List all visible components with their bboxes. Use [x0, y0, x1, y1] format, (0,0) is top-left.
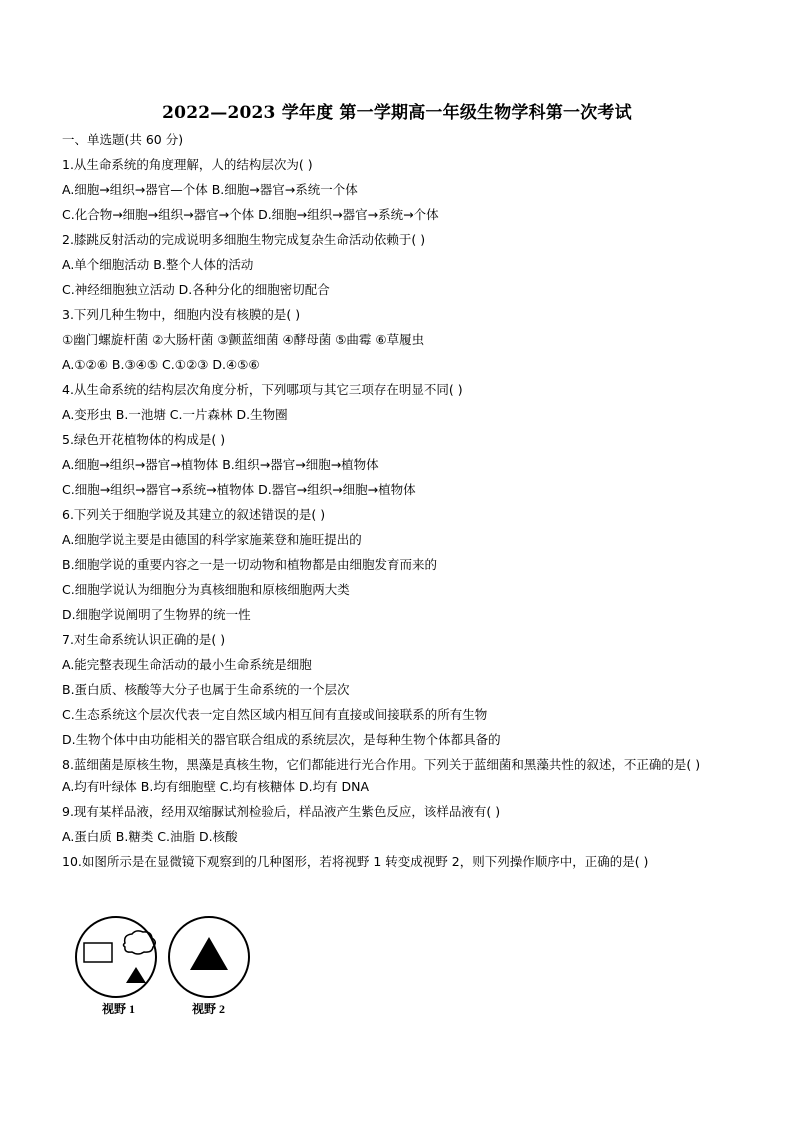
question-line: A.细胞学说主要是由德国的科学家施莱登和施旺提出的	[62, 532, 362, 547]
exam-title: 2022—2023 学年度 第一学期高一年级生物学科第一次考试	[162, 103, 632, 123]
question-line: 4.从生命系统的结构层次角度分析，下列哪项与其它三项存在明显不同( )	[62, 382, 463, 397]
question-line: C.细胞学说认为细胞分为真核细胞和原核细胞两大类	[62, 582, 350, 597]
question-line: A.细胞→组织→器官—个体 B.细胞→器官→系统一个体	[62, 182, 358, 197]
field-1-circle	[76, 917, 156, 997]
question-line: A.细胞→组织→器官→植物体 B.组织→器官→细胞→植物体	[62, 457, 379, 472]
section-heading: 一、单选题(共 60 分)	[62, 132, 184, 147]
field-1-rectangle	[84, 943, 112, 962]
question-line: A.蛋白质 B.糖类 C.油脂 D.核酸	[62, 829, 238, 844]
question-line: 7.对生命系统认识正确的是( )	[62, 632, 226, 647]
question-list	[62, 131, 742, 878]
question-line: D.生物个体中由功能相关的器官联合组成的系统层次，是每种生物个体都具备的	[62, 732, 501, 747]
question-line: B.蛋白质、核酸等大分子也属于生命系统的一个层次	[62, 682, 350, 697]
question-line: D.细胞学说阐明了生物界的统一性	[62, 607, 251, 622]
field-2-large-triangle	[190, 937, 228, 970]
question-line: C.生态系统这个层次代表一定自然区域内相互间有直接或间接联系的所有生物	[62, 707, 488, 722]
field-1-small-triangle	[126, 967, 146, 983]
field-of-view-1	[76, 917, 156, 997]
question-line: 10.如图所示是在显微镜下观察到的几种图形，若将视野 1 转变成视野 2，则下列操作顺序中，正确的是( )	[62, 854, 649, 869]
question-line: C.神经细胞独立活动 D.各种分化的细胞密切配合	[62, 282, 330, 297]
question-line: ①幽门螺旋杆菌 ②大肠杆菌 ③颤蓝细菌 ④酵母菌 ⑤曲霉 ⑥草履虫	[62, 332, 425, 347]
question-line: 8.蓝细菌是原核生物，黑藻是真核生物，它们都能进行光合作用。下列关于蓝细菌和黑藻共性的叙述，不正确的是( )	[62, 757, 701, 772]
field-1-bubble-cell	[124, 931, 156, 954]
question-line: 5.绿色开花植物体的构成是( )	[62, 432, 226, 447]
question-line: 3.下列几种生物中，细胞内没有核膜的是( )	[62, 307, 301, 322]
question-line: A.均有叶绿体 B.均有细胞壁 C.均有核糖体 D.均有 DNA	[62, 779, 370, 794]
question-line: A.变形虫 B.一池塘 C.一片森林 D.生物圈	[62, 407, 288, 422]
question-line: 9.现有某样品液，经用双缩脲试剂检验后，样品液产生紫色反应，该样品液有( )	[62, 804, 501, 819]
question-line: C.细胞→组织→器官→系统→植物体 D.器官→组织→细胞→植物体	[62, 482, 416, 497]
question-line: 6.下列关于细胞学说及其建立的叙述错误的是( )	[62, 507, 326, 522]
question-line: A.能完整表现生命活动的最小生命系统是细胞	[62, 657, 312, 672]
field-2-label: 视野 2	[192, 1002, 226, 1016]
question-line: A.单个细胞活动 B.整个人体的活动	[62, 257, 254, 272]
question-line: A.①②⑥ B.③④⑤ C.①②③ D.④⑤⑥	[62, 357, 260, 372]
question-line: 1.从生命系统的角度理解，人的结构层次为( )	[62, 157, 313, 172]
microscope-figure	[72, 915, 262, 1020]
question-line: 2.膝跳反射活动的完成说明多细胞生物完成复杂生命活动依赖于( )	[62, 232, 426, 247]
question-line: C.化合物→细胞→组织→器官→个体 D.细胞→组织→器官→系统→个体	[62, 207, 439, 222]
question-line: B.细胞学说的重要内容之一是一切动物和植物都是由细胞发育而来的	[62, 557, 438, 572]
field-of-view-2	[169, 917, 249, 997]
field-1-label: 视野 1	[102, 1002, 136, 1016]
